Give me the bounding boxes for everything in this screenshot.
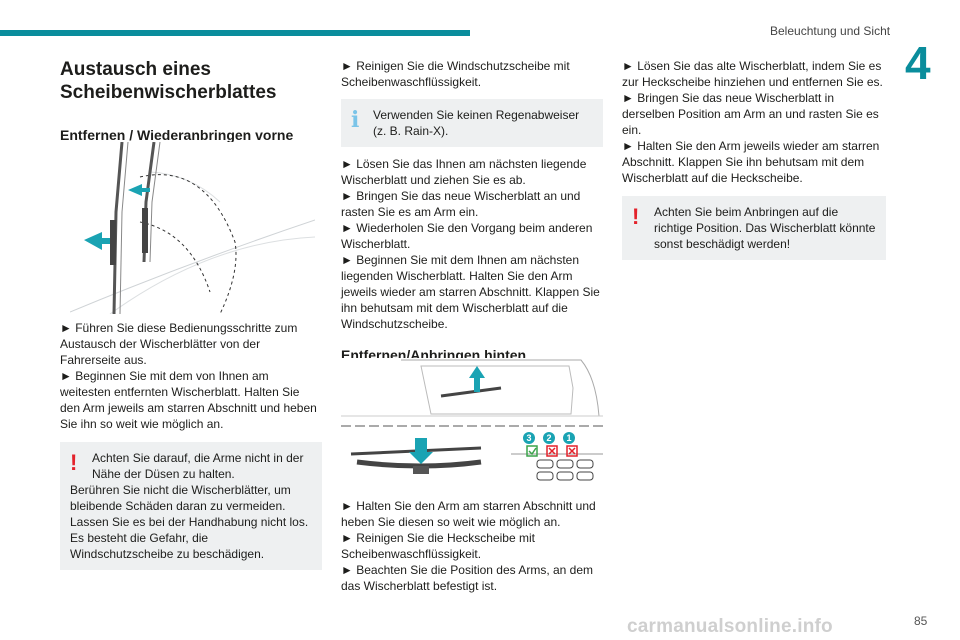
watermark: carmanualsonline.info — [627, 616, 833, 637]
position-badge: 3 — [523, 432, 535, 444]
step-text: ► Bringen Sie das neue Wischerblatt an und rasten Sie es am Arm ein. — [341, 189, 581, 219]
clip-positions — [537, 460, 593, 480]
section-title: Beleuchtung und Sicht — [770, 24, 891, 38]
column-3 — [622, 58, 886, 260]
step-text: ► Reinigen Sie die Heckscheibe mit Scheibenwaschflüssigkeit. — [341, 531, 535, 561]
rear-wiper-illustration — [341, 358, 603, 490]
step-text: ► Beachten Sie die Position des Arms, an dem das Wischerblatt befestigt ist. — [341, 563, 594, 593]
warning-box — [60, 442, 322, 570]
front-wiper-illustration — [70, 142, 315, 314]
page-title — [60, 58, 322, 104]
subtitle-rear: Entfernen/Anbringen hinten — [341, 347, 527, 363]
title-line-2: Scheibenwischerblattes — [60, 82, 277, 103]
info-text: Verwenden Sie keinen Regenabweiser (z. B. Rain-X). — [373, 108, 580, 138]
position-badge: 2 — [543, 432, 555, 444]
step-text: ► Halten Sie den Arm jeweils wieder am starren Abschnitt. Klappen Sie ihn behutsam mit dem Wischerblatt auf die Heckscheibe. — [622, 139, 880, 185]
warning-icon: ! — [70, 450, 78, 475]
warning-icon: ! — [632, 204, 640, 229]
column-1-body — [60, 320, 322, 570]
step-text: ► Halten Sie den Arm am starren Abschnitt und heben Sie diesen so weit wie möglich an. — [341, 499, 596, 529]
position-badge: 1 — [563, 432, 575, 444]
warning-text: Lassen Sie es bei der Handhabung nicht los. Es besteht die Gefahr, die Windschutzscheibe zu beschädigen. — [70, 515, 309, 561]
info-box — [341, 99, 603, 147]
step-text: ► Bringen Sie das neue Wischerblatt in derselben Position am Arm an und rasten Sie es ein. — [622, 91, 879, 137]
header-accent-bar — [0, 30, 470, 36]
column-1 — [60, 58, 322, 144]
step-text: ► Beginnen Sie mit dem von Ihnen am weitesten entfernten Wischerblatt. Halten Sie den Arm jeweils am starren Abschnitt und heben Sie ihn so weit wie möglich an. — [60, 369, 317, 431]
page-number: 85 — [914, 614, 928, 628]
step-text: ► Führen Sie diese Bedienungsschritte zum Austausch der Wischerblätter von der Fahrerseite aus. — [60, 321, 298, 367]
chapter-number: 4 — [905, 37, 931, 89]
warning-box — [622, 196, 886, 260]
step-text: ► Beginnen Sie mit dem Ihnen am nächsten liegenden Wischerblatt. Halten Sie den Arm jeweils wieder am starren Abschnitt. Klappen Sie ihn behutsam mit dem Wischerblatt auf die Windschutzscheibe. — [341, 253, 600, 331]
warning-text: Achten Sie beim Anbringen auf die richtige Position. Das Wischerblatt könnte sonst beschädigt werden! — [654, 205, 876, 251]
info-icon: i — [351, 107, 360, 133]
step-text: ► Wiederholen Sie den Vorgang beim anderen Wischerblatt. — [341, 221, 593, 251]
title-line-1: Austausch eines — [60, 59, 211, 80]
step-text: ► Reinigen Sie die Windschutzscheibe mit Scheibenwaschflüssigkeit. — [341, 59, 570, 89]
column-2-body — [341, 498, 603, 594]
column-2 — [341, 58, 603, 364]
subtitle-front: Entfernen / Wiederanbringen vorne — [60, 127, 294, 143]
warning-text: Achten Sie darauf, die Arme nicht in der Nähe der Düsen zu halten. — [92, 451, 304, 481]
step-text: ► Lösen Sie das Ihnen am nächsten liegende Wischerblatt und ziehen Sie es ab. — [341, 157, 587, 187]
step-text: ► Lösen Sie das alte Wischerblatt, indem Sie es zur Heckscheibe hinziehen und entfernen Sie es. — [622, 59, 883, 89]
warning-text: Berühren Sie nicht die Wischerblätter, um bleibende Schäden daran zu vermeiden. — [70, 483, 291, 513]
